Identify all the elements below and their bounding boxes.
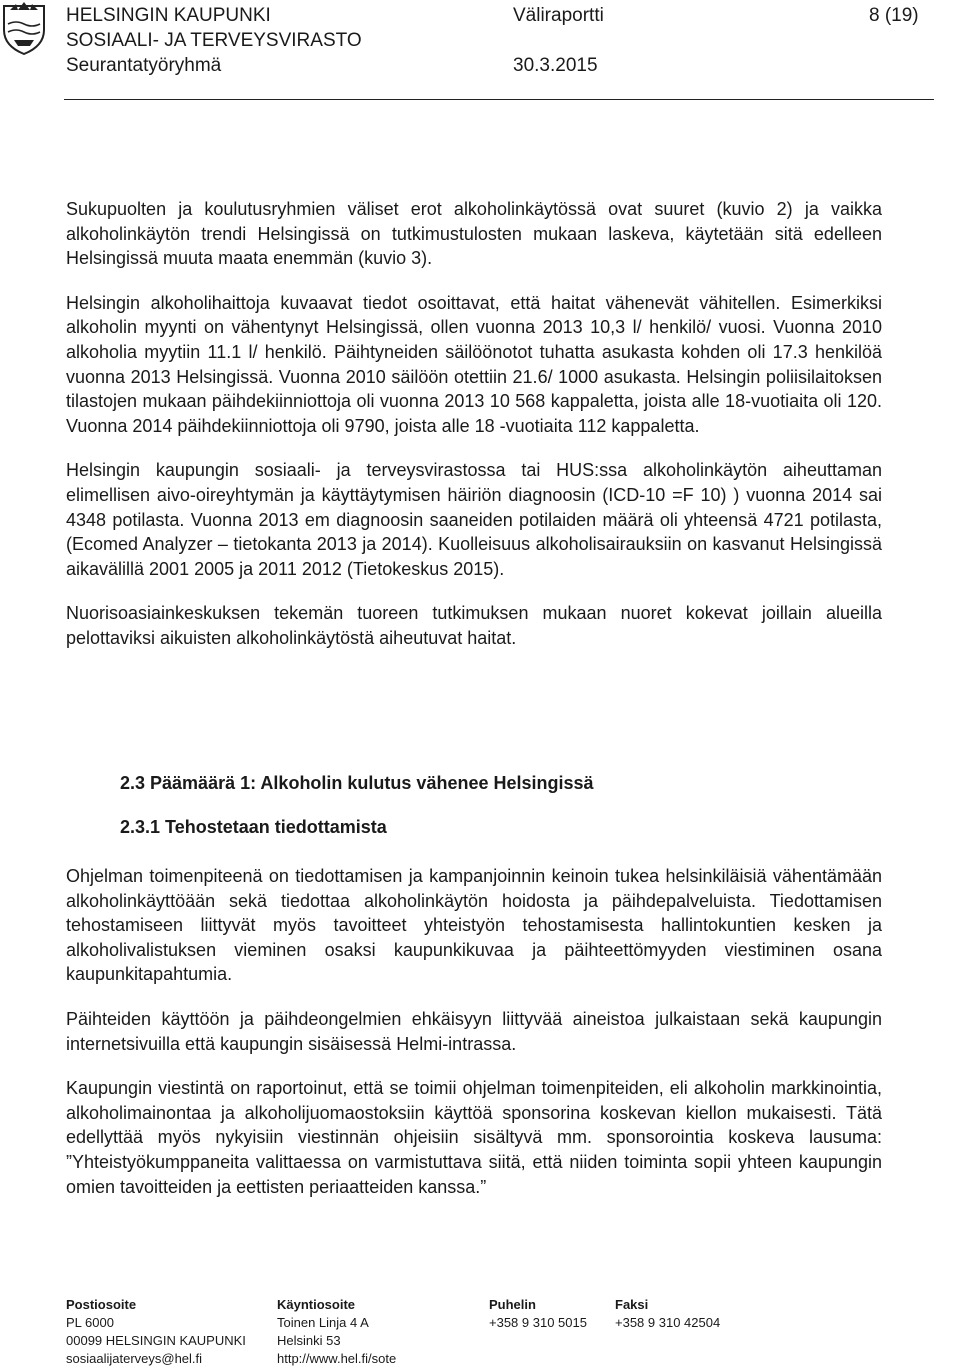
footer-label: Puhelin — [489, 1297, 536, 1312]
footer-value: +358 9 310 5015 — [489, 1315, 587, 1330]
paragraph: Kaupungin viestintä on raportoinut, että se toimii ohjelman toimenpiteiden, eli alkoholin markkinointia, alkoholimainontaa ja alkoholijuomaostoksiin käyttöä sponsorina koskevan kiellon mukaisesti. Tätä edellyttää myös nykyisiin viestinnän ohjeisiin sisältyvä mm. sponsorointia koskeva lausuma: ”Yhteistyökumppaneita valittaessa on varmistuttava siitä, että niiden toiminta sopii yhteen kaupungin omien tavoitteiden ja eettisten periaatteiden kanssa.” — [66, 1078, 882, 1197]
footer-website[interactable]: http://www.hel.fi/sote — [277, 1351, 397, 1366]
footer-value: +358 9 310 42504 — [615, 1315, 721, 1330]
footer-label: Faksi — [615, 1297, 649, 1312]
footer-email[interactable]: sosiaalijaterveys@hel.fi — [66, 1351, 203, 1366]
footer-value: Helsinki 53 — [277, 1333, 341, 1348]
header-doc-type: Väliraportti — [513, 5, 604, 26]
footer-phone — [489, 1296, 587, 1332]
paragraph: Sukupuolten ja koulutusryhmien väliset erot alkoholinkäytössä ovat suuret (kuvio 2) ja vaikka alkoholinkäytön trendi Helsingissä on tutkimustulosten mukaan laskeva, käytetään sitä edelleen Helsingissä muuta maata enemmän (kuvio 3). — [66, 199, 882, 269]
subsection-heading: 2.3.1 Tehostetaan tiedottamista — [120, 817, 387, 837]
header-page-block — [869, 3, 919, 28]
body-section-2 — [66, 864, 882, 1219]
body-section-1 — [66, 197, 882, 651]
footer-visit — [277, 1296, 396, 1368]
header-doc-block — [513, 3, 604, 78]
footer-value: 00099 HELSINGIN KAUPUNKI — [66, 1333, 246, 1348]
header-dept: SOSIAALI- JA TERVEYSVIRASTO — [66, 30, 362, 51]
header-date: 30.3.2015 — [513, 55, 598, 76]
section-heading: 2.3 Päämäärä 1: Alkoholin kulutus vähenee Helsingissä — [120, 773, 594, 793]
paragraph: Helsingin alkoholihaittoja kuvaavat tiedot osoittavat, että haitat vähenevät vähitellen. Esimerkiksi alkoholin myynti on vähentynyt Helsingissä, ollen vuonna 2013 10,3 l/ henkilö/ vuosi. Vuonna 2010 alkoholia myytiin 11.1 l/ henkilö. Päihtyneiden säilöönotot tuhatta asukasta kohden oli 17.3 henkilöä vuonna 2013 Helsingissä. Vuonna 2010 säilöön otettiin 21.6/ 1000 asukasta. Helsingin poliisilaitoksen tilastojen mukaan päihdekiinniottoja oli vuonna 2013 10 568 kappaletta, joista alle 18-vuotiaita oli 120. Vuonna 2014 päihdekiinniottoja oli 9790, joista alle 18 -vuotiaita 112 kappaletta. — [66, 292, 882, 436]
footer-value: Toinen Linja 4 A — [277, 1315, 369, 1330]
paragraph: Nuorisoasiainkeskuksen tekemän tuoreen tutkimuksen mukaan nuoret kokevat joillain alueilla pelottaviksi aikuisten alkoholinkäytöstä aiheutuvat haitat. — [66, 603, 882, 648]
header-divider — [64, 99, 934, 100]
paragraph: Päihteiden käyttöön ja päihdeongelmien ehkäisyyn liittyvää aineistoa julkaistaan sekä kaupungin internetsivuilla että kaupungin sisäisessä Helmi-intrassa. — [66, 1008, 882, 1054]
footer-fax — [615, 1296, 720, 1332]
paragraph: Helsingin kaupungin sosiaali- ja terveysvirastossa tai HUS:ssa alkoholinkäytön aiheuttaman elimellisen aivo-oireyhtymän ja käyttäytymisen häiriön diagnoosin (ICD-10 =F 10) ) vuonna 2014 sai 4348 potilasta. Vuonna 2013 em diagnoosin saaneiden potilaiden määrä oli yhteensä 4721 potilasta, (Ecomed Analyzer – tietokanta 2013 ja 2014). Kuolleisuus alkoholisairauksiin on kasvanut Helsingissä aikavälillä 2001 2005 ja 2011 2012 (Tietokeskus 2015). — [66, 460, 882, 579]
paragraph: Ohjelman toimenpiteenä on tiedottamisen ja kampanjoinnin keinoin tukea helsinkiläisiä vähentämään alkoholinkäyttöään sekä tiedottaa alkoholinkäytön hoidosta ja päihdepalveluista. Tiedottamisen tehostamiseen liittyvät myös tavoitteet yhteistyön tehostamisesta hallintokuntien kesken ja alkoholivalistuksen vieminen osaksi kaupunkikuvaa ja päihteettömyyden viestiminen osana kaupunkitapahtumia. — [66, 866, 882, 985]
header-org-block — [66, 3, 362, 78]
header-group: Seurantatyöryhmä — [66, 55, 222, 76]
helsinki-crest-icon — [0, 0, 48, 56]
page-number: 8 (19) — [869, 5, 919, 26]
footer-label: Käyntiosoite — [277, 1297, 356, 1312]
header-org: HELSINGIN KAUPUNKI — [66, 5, 271, 26]
footer-label: Postiosoite — [66, 1297, 137, 1312]
footer-value: PL 6000 — [66, 1315, 114, 1330]
footer-postal — [66, 1296, 246, 1368]
